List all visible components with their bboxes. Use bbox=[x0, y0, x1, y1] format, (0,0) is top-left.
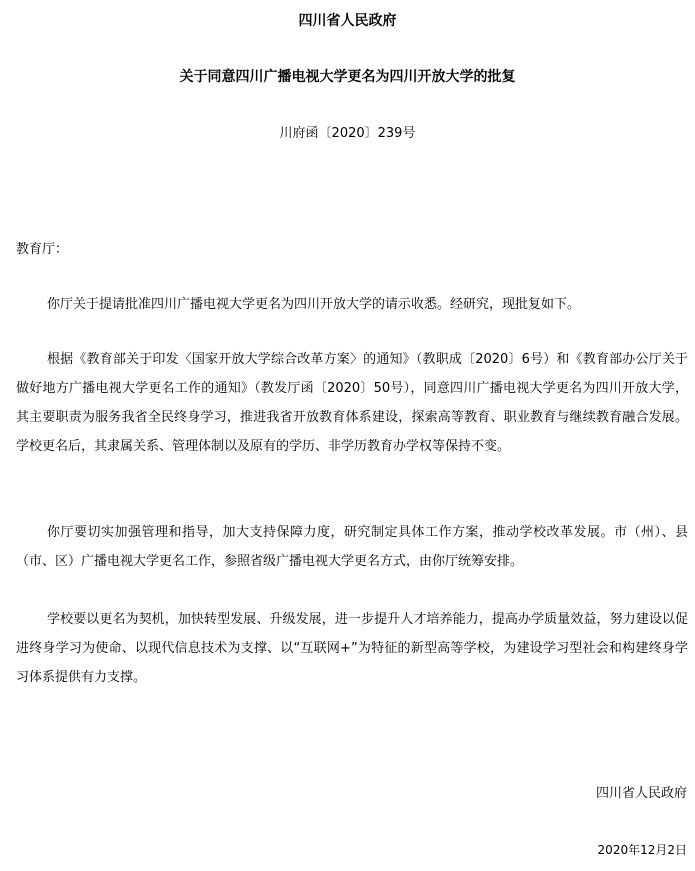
paragraph-4: 学校要以更名为契机，加快转型发展、升级发展，进一步提升人才培养能力，提高办学质量效益，努力建设以促进终身学习为使命、以现代信息技术为支撑、以“互联网+”为特征的新型高等学校，为建设学习型社会和构建终身学习体系提供有力支撑。 bbox=[16, 612, 688, 685]
paragraph-1: 你厅关于提请批准四川广播电视大学更名为四川开放大学的请示收悉。经研究，现批复如下。 bbox=[47, 297, 581, 312]
issuer-heading: 四川省人民政府 bbox=[298, 13, 397, 29]
signer: 四川省人民政府 bbox=[595, 786, 687, 801]
document-number: 川府函〔2020〕239号 bbox=[279, 126, 416, 141]
paragraph-2: 根据《教育部关于印发〈国家开放大学综合改革方案〉的通知》（教职成〔2020〕6号）和《教育部办公厅关于做好地方广播电视大学更名工作的通知》（教发厅函〔2020〕50号），同意四川广播电视大学更名为四川开放大学，其主要职责为服务我省全民终身学习，推进我省开放教育体系建设，探索高等教育、职业教育与继续教育融合发展。学校更名后，其隶属关系、管理体制以及原有的学历、非学历教育办学权等保持不变。 bbox=[16, 352, 688, 454]
issue-date: 2020年12月2日 bbox=[597, 843, 687, 857]
paragraph-3: 你厅要切实加强管理和指导，加大支持保障力度，研究制定具体工作方案，推动学校改革发展。市（州）、县（市、区）广播电视大学更名工作，参照省级广播电视大学更名方式，由你厅统筹安排。 bbox=[16, 525, 688, 569]
salutation: 教育厅： bbox=[16, 242, 69, 257]
document-title: 关于同意四川广播电视大学更名为四川开放大学的批复 bbox=[179, 69, 516, 85]
